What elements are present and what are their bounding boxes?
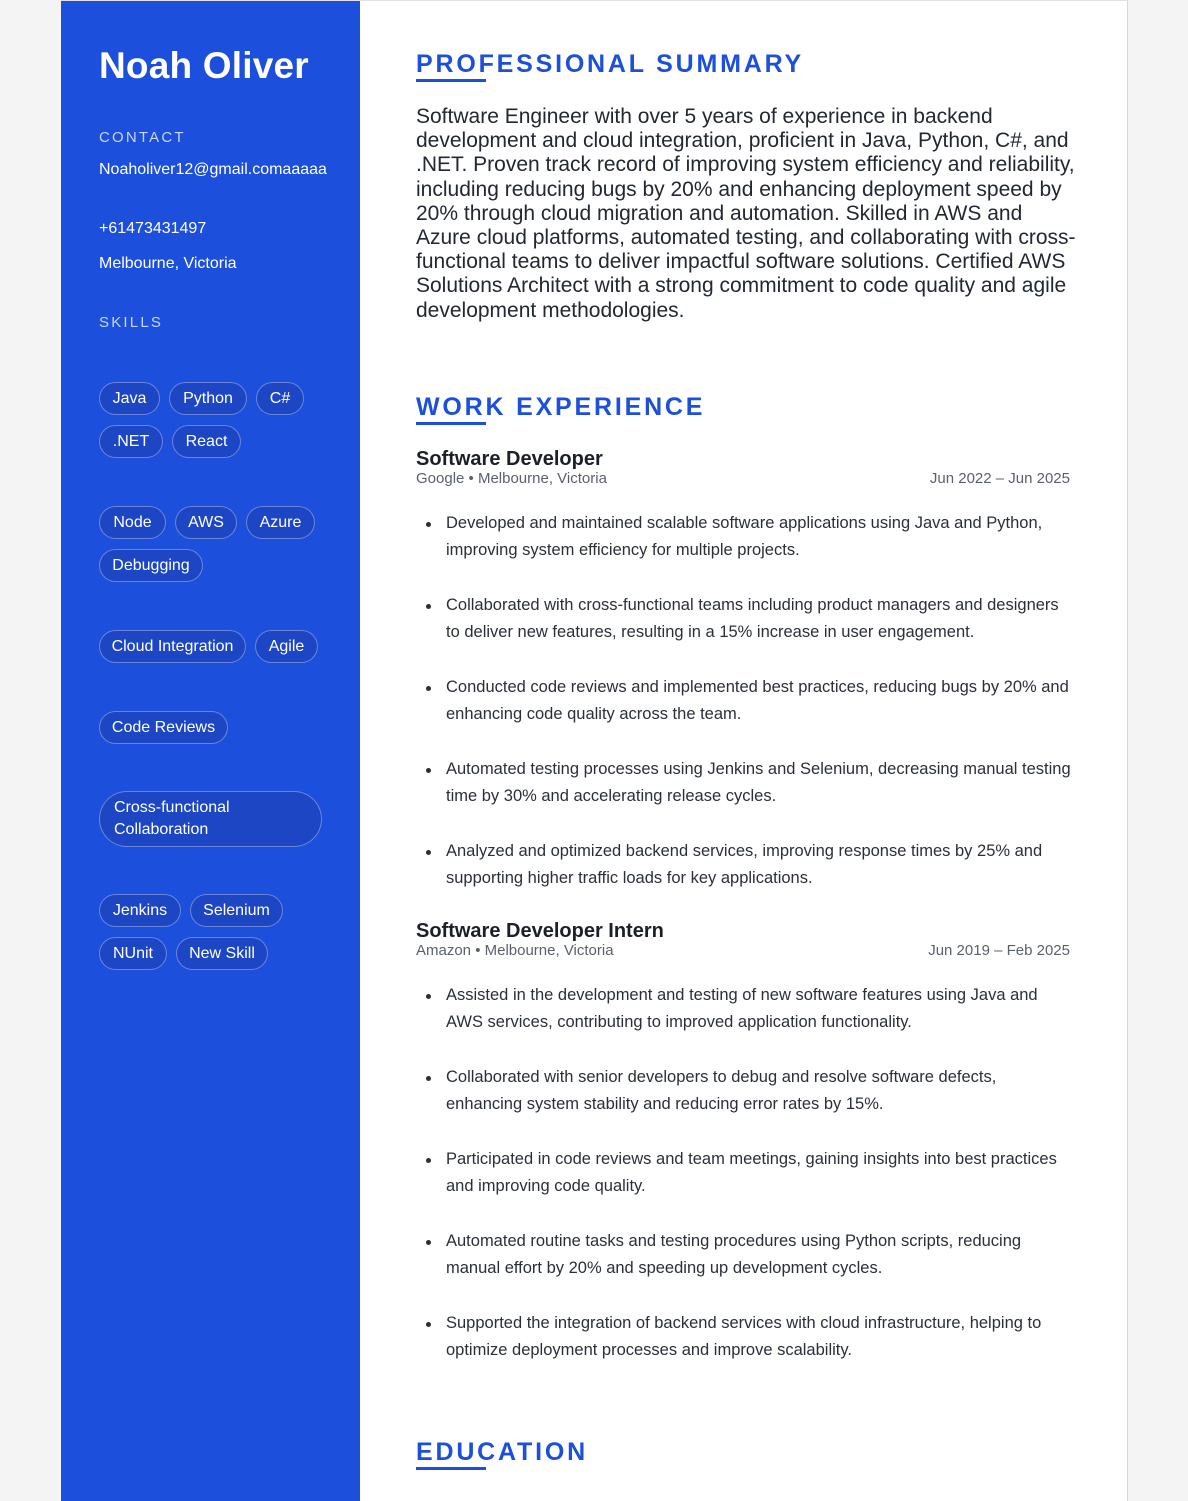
contact-email[interactable]: Noaholiver12@gmail.comaaaaa bbox=[99, 161, 327, 178]
job-bullet: Analyzed and optimized backend services, improving response times by 25% and supporting higher traffic loads for key applications. bbox=[446, 838, 1072, 892]
contact-heading: CONTACT bbox=[99, 129, 186, 146]
skills-heading: SKILLS bbox=[99, 314, 164, 331]
experience-underline bbox=[416, 422, 486, 425]
skill-chip-cloud-integration: Cloud Integration bbox=[99, 630, 246, 663]
job-bullet: Participated in code reviews and team meetings, gaining insights into best practices and improving code quality. bbox=[446, 1146, 1072, 1200]
skill-chip-agile: Agile bbox=[255, 630, 318, 663]
skill-chip-jenkins: Jenkins bbox=[99, 894, 181, 927]
skill-chip-cross-functional: Cross-functional Collaboration bbox=[99, 791, 322, 847]
skill-chip-debugging: Debugging bbox=[99, 549, 203, 582]
summary-heading: PROFESSIONAL SUMMARY bbox=[416, 50, 804, 78]
skill-chip-aws: AWS bbox=[175, 506, 237, 539]
skill-chip-dotnet: .NET bbox=[99, 425, 163, 458]
job-bullet: Assisted in the development and testing of new software features using Java and AWS services, contributing to improved application functionality. bbox=[446, 982, 1072, 1036]
bullet-dot-icon bbox=[426, 1158, 431, 1163]
job-bullet: Supported the integration of backend services with cloud infrastructure, helping to optimize deployment processes and improve scalability. bbox=[446, 1310, 1072, 1364]
summary-underline bbox=[416, 79, 486, 82]
job-title: Software Developer bbox=[416, 448, 603, 470]
job-bullet: Automated testing processes using Jenkins and Selenium, decreasing manual testing time by 30% and accelerating release cycles. bbox=[446, 756, 1072, 810]
skill-chip-code-reviews: Code Reviews bbox=[99, 711, 228, 744]
skill-chip-react: React bbox=[172, 425, 241, 458]
bullet-dot-icon bbox=[426, 994, 431, 999]
bullet-dot-icon bbox=[426, 686, 431, 691]
contact-phone[interactable]: +61473431497 bbox=[99, 220, 207, 237]
job-dates: Jun 2019 – Feb 2025 bbox=[928, 942, 1070, 959]
bullet-dot-icon bbox=[426, 522, 431, 527]
job-bullet: Collaborated with senior developers to debug and resolve software defects, enhancing system stability and reducing error rates by 15%. bbox=[446, 1064, 1072, 1118]
skill-chip-new-skill: New Skill bbox=[176, 937, 268, 970]
candidate-name: Noah Oliver bbox=[99, 45, 309, 86]
skill-chip-azure: Azure bbox=[246, 506, 315, 539]
job-bullet: Developed and maintained scalable software applications using Java and Python, improving system efficiency for multiple projects. bbox=[446, 510, 1072, 564]
skill-chip-node: Node bbox=[99, 506, 166, 539]
job-bullet: Conducted code reviews and implemented best practices, reducing bugs by 20% and enhancing code quality across the team. bbox=[446, 674, 1072, 728]
job-bullet: Automated routine tasks and testing procedures using Python scripts, reducing manual effort by 20% and speeding up development cycles. bbox=[446, 1228, 1072, 1282]
bullet-dot-icon bbox=[426, 850, 431, 855]
summary-text: Software Engineer with over 5 years of experience in backend development and cloud integration, proficient in Java, Python, C#, and .NET. Proven track record of improving system efficiency and reliability, including reducing bugs by 20% and enhancing deployment speed by 20% through cloud migration and automation. Skilled in AWS and Azure cloud platforms, automated testing, and collaborating with cross-functional teams to deliver impactful software solutions. Certified AWS Solutions Architect with a strong commitment to code quality and agile development methodologies. bbox=[416, 105, 1076, 322]
resume-page bbox=[61, 0, 1128, 1501]
sidebar bbox=[61, 1, 360, 1501]
skill-chip-nunit: NUnit bbox=[99, 937, 167, 970]
bullet-dot-icon bbox=[426, 1322, 431, 1327]
skill-chip-selenium: Selenium bbox=[190, 894, 283, 927]
education-heading: EDUCATION bbox=[416, 1438, 588, 1466]
job-title: Software Developer Intern bbox=[416, 920, 664, 942]
job-company-location: Amazon • Melbourne, Victoria bbox=[416, 942, 614, 959]
skill-chip-csharp: C# bbox=[256, 382, 304, 415]
bullet-dot-icon bbox=[426, 768, 431, 773]
bullet-dot-icon bbox=[426, 1240, 431, 1245]
bullet-dot-icon bbox=[426, 1076, 431, 1081]
job-bullet: Collaborated with cross-functional teams including product managers and designers to deliver new features, resulting in a 15% increase in user engagement. bbox=[446, 592, 1072, 646]
bullet-dot-icon bbox=[426, 604, 431, 609]
skill-chip-java: Java bbox=[99, 382, 160, 415]
job-company-location: Google • Melbourne, Victoria bbox=[416, 470, 607, 487]
skill-chip-python: Python bbox=[169, 382, 247, 415]
education-underline bbox=[416, 1467, 486, 1470]
job-dates: Jun 2022 – Jun 2025 bbox=[929, 470, 1070, 487]
contact-location: Melbourne, Victoria bbox=[99, 255, 237, 272]
experience-heading: WORK EXPERIENCE bbox=[416, 393, 706, 421]
